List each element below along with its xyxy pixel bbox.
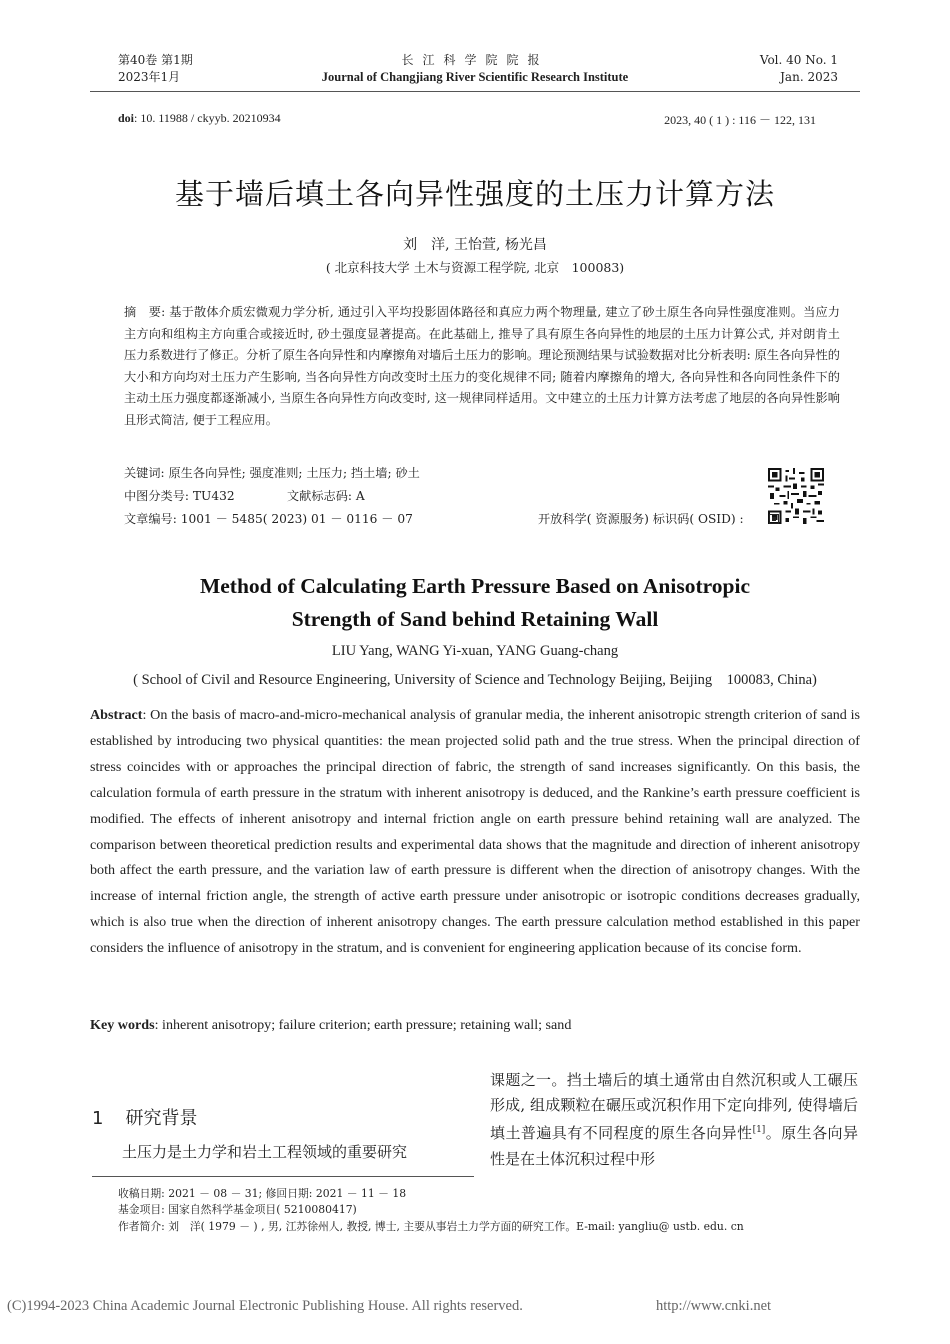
authors-en: LIU Yang, WANG Yi-xuan, YANG Guang-chang [331,643,619,659]
date-cn: 2023年1月 [118,70,181,84]
header-rule [90,91,860,92]
authors-cn: 刘 洋, 王怡萱, 杨光昌 [403,237,547,253]
footnote-fund: 基金项目: 国家自然科学基金项目( 5210080417) [118,1203,357,1217]
title-en-line-2: Strength of Sand behind Retaining Wall [291,607,659,631]
copyright-text: (C)1994-2023 China Academic Journal Electronic Publishing House. All rights reserved. [7,1298,523,1314]
affiliation-en: ( School of Civil and Resource Engineering, University of Science and Technology Beijing, Beijing 100083, China) [133,672,817,688]
footnote-author: 作者简介: 刘 洋( 1979 － ) , 男, 江苏徐州人, 教授, 博士, 主要从事岩土力学方面的研究工作。E-mail: yangliu@ ustb. edu. cn [118,1219,744,1233]
abstract-en-label: Abstract [90,707,143,723]
osid-icon [769,514,779,524]
citation-ref[interactable]: [1] [752,1125,766,1136]
abstract-en [90,703,860,962]
osid-label: 开放科学( 资源服务) 标识码( OSID) : [538,512,744,526]
title-cn: 基于墙后填土各向异性强度的土压力计算方法 [174,177,775,211]
issue-info-en [760,52,838,86]
keywords-en [90,1017,571,1034]
footnote-received: 收稿日期: 2021 － 08 － 31; 修回日期: 2021 － 11 － 18 [118,1187,407,1200]
volume-issue-cn: 第40卷 第1期 [118,53,193,67]
body-text-right-a: 课题之一。挡土墙后的填土通常由自然沉积或人工碾压形成, 组成颗粒在碾压或沉积作用下定向排列, 使得墙后填土普遍具有不同程度的原生各向异性 [490,1071,858,1143]
clc-number: 中图分类号: TU432 [124,489,235,503]
body-text-right [490,1068,858,1172]
cnki-link[interactable]: http://www.cnki.net [656,1298,772,1314]
doi-label: doi [118,111,135,125]
abstract-en-text: : On the basis of macro-and-micro-mechanical analysis of granular media, the inherent anisotropic strength criterion of sand is established by introducing two physical quantities: the mean projected solid path and the true stress. When the principal direction of stress coincides with or approaches the principal direction of fabric, the strength of sand increases significantly. On this basis, the calculation formula of earth pressure in the stratum with inherent anisotropy is deduced, and the Rankine’s earth pressure coefficient is modified. The effects of inherent anisotropy and internal friction angle on earth pressure behind retaining wall are analyzed. The comparison between theoretical prediction results and experimental data shows that the magnitude and direction of inherent anisotropy both affect the earth pressure, and the variation law of earth pressure is different when the direction of anisotropy changes. With the increase of internal friction angle, the strength of active earth pressure under anisotropic or isotropic conditions decreases gradually, which is also true when the direction of inherent anisotropy changes. The earth pressure calculation method established in this paper considers the influence of anisotropy in the stratum, and is convenient for engineering application because of its concise form. [90,707,860,957]
footnotes [118,1186,744,1235]
body-text-left: 土压力是土力学和岩土工程领域的重要研究 [122,1143,408,1161]
section-number: 1 [92,1108,104,1129]
volume-issue-en: Vol. 40 No. 1 [759,53,838,67]
section-heading [92,1104,197,1130]
body-text-right-b: 。原生各向异性是在土体沉积过程中形 [490,1124,858,1168]
footnote-rule [92,1176,474,1177]
abstract-cn: 摘 要: 基于散体介质宏微观力学分析, 通过引入平均投影固体路径和真应力两个物理量, 建立了砂土原生各向异性强度准则。当应力主方向和组构主方向重合或接近时, 砂土强度显著提高。在此基础上, 推导了具有原生各向异性的地层的土压力计算公式, 并对朗肯土压力系数进行了修正。分析了原生各向异性和内摩擦角对墙后土压力的影响。理论预测结果与试验数据对比分析表明: 原生各向异性的大小和方向均对土压力产生影响, 当各向异性方向改变时土压力的变化规律不同; 随着内摩擦角的增大, 各向异性和各向同性条件下的主动土压力强度都逐渐减小, 当原生各向异性方向改变时, 这一规律同样适用。文中建立的土压力计算方法考虑了地层的各向异性影响且形式简洁, 便于工程应用。 [124,305,840,427]
title-en-line-1: Method of Calculating Earth Pressure Based on Anisotropic [199,574,751,598]
journal-name-en: Journal of Changjiang River Scientific Research Institute [321,70,629,84]
journal-name-cn: 长江科学院院报 [401,53,549,67]
section-title: 研究背景 [125,1108,198,1129]
keywords-en-text: : inherent anisotropy; failure criterion; earth pressure; retaining wall; sand [154,1017,572,1033]
doi-value: : 10. 11988 / ckyyb. 20210934 [134,111,281,125]
keywords-cn: 关键词: 原生各向异性; 强度准则; 土压力; 挡土墙; 砂土 [124,466,420,480]
keywords-en-label: Key words [90,1017,155,1033]
document-code: 文献标志码: A [287,489,365,503]
title-en [0,570,950,636]
affiliation-cn: ( 北京科技大学 土木与资源工程学院, 北京 100083) [325,260,625,275]
article-number: 文章编号: 1001 － 5485( 2023) 01 － 0116 － 07 [124,512,413,526]
date-en: Jan. 2023 [780,70,838,84]
doi [118,111,281,126]
citation-pages: 2023, 40 ( 1 ) : 116 － 122, 131 [664,113,816,127]
